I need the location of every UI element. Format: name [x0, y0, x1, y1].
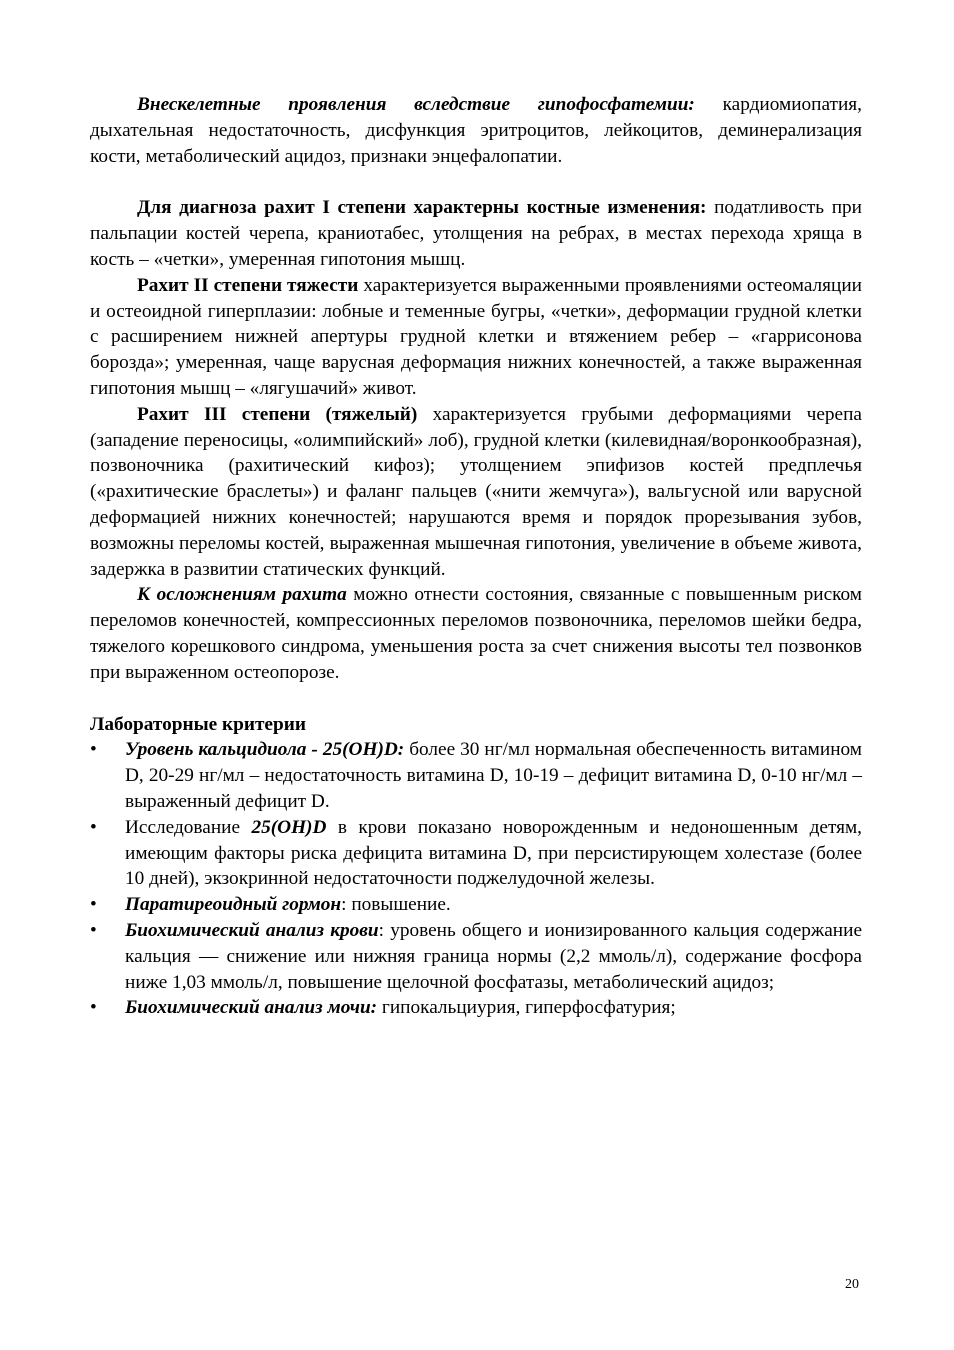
paragraph-rickets-grade-1 [90, 195, 862, 272]
bullet-icon: • [90, 816, 97, 838]
paragraph-text: податливость при пальпации костей черепа, краниотабес, утолщения на ребрах, в местах перехода хряща в кость – «четки», умеренная гипотония мышц. [90, 197, 862, 270]
paragraph-text: характеризуется выраженными проявлениями остеомаляции и остеоидной гиперплазии: лобные и теменные бугры, «четки», деформации грудной клетки с расширением нижней апертуры грудной клетки и втяжением ребер – «гаррисонова борозда»; умеренная, чаще варусная деформация нижних конечностей, а также выраженная гипотония мышц – «лягушачий» живот. [90, 274, 862, 399]
spacer [90, 686, 862, 712]
spacer [90, 169, 862, 195]
list-item-before: Исследование [125, 816, 252, 838]
bullet-icon: • [90, 739, 97, 761]
bullet-icon: • [90, 894, 97, 916]
list-item-emphasis: 25(OH)D [251, 816, 327, 838]
paragraph-lead: Рахит II степени тяжести [137, 274, 359, 296]
bullet-icon: • [90, 919, 97, 941]
list-item-emphasis: Биохимический анализ крови [125, 919, 379, 941]
list-item-text: : повышение. [341, 894, 451, 916]
paragraph-text: кардиомиопатия, дыхательная недостаточность, дисфункция эритроцитов, лейкоцитов, деминерализация кости, метаболический ацидоз, признаки энцефалопатии. [90, 94, 862, 167]
list-item-text: более 30 нг/мл нормальная обеспеченность витамином D, 20-29 нг/мл – недостаточность витамина D, 10-19 – дефицит витамина D, 0-10 нг/мл – выраженный дефицит D. [125, 739, 862, 812]
list-item [90, 815, 862, 892]
list-item [90, 737, 862, 814]
list-item-emphasis: Уровень кальцидиола - 25(OH)D: [125, 739, 405, 761]
list-item [90, 892, 862, 918]
paragraph-complications [90, 582, 862, 685]
list-item-text: гипокальциурия, гиперфосфатурия; [377, 997, 676, 1019]
paragraph-lead: К осложнениям рахита [137, 584, 347, 606]
paragraph-extraskeletal [90, 92, 862, 169]
paragraph-text: можно отнести состояния, связанные с повышенным риском переломов конечностей, компрессионных переломов позвоночника, переломов шейки бедра, тяжелого корешкового синдрома, уменьшения роста за счет снижения высоты тел позвонков при выраженном остеопорозе. [90, 584, 862, 683]
bullet-icon: • [90, 997, 97, 1019]
page-number: 20 [845, 1277, 859, 1292]
paragraph-lead: Внескелетные проявления вследствие гипофосфатемии: [137, 94, 695, 115]
list-item [90, 995, 862, 1021]
paragraph-lead: Рахит III степени (тяжелый) [137, 403, 418, 425]
list-item-text: в крови показано новорожденным и недоношенным детям, имеющим факторы риска дефицита витамина D, при персистирующем холестазе (более 10 дней), экзокринной недостаточности поджелудочной железы. [125, 816, 863, 890]
paragraph-rickets-grade-2 [90, 273, 862, 402]
list-item-emphasis: Биохимический анализ мочи: [125, 997, 378, 1019]
paragraph-text: характеризуется грубыми деформациями черепа (западение переносицы, «олимпийский» лоб), грудной клетки (килевидная/воронкообразная), позвоночника (рахитический кифоз); утолщением эпифизов костей предплечья («рахитические браслеты») и фаланг пальцев («нити жемчуга»), вальгусной или варусной деформацией нижних конечностей; нарушаются время и порядок прорезывания зубов, возможны переломы костей, выраженная мышечная гипотония, увеличение в объеме живота, задержка в развитии статических функций. [90, 403, 862, 580]
list-item-emphasis: Паратиреоидный гормон [125, 894, 342, 916]
section-heading-lab-criteria: Лабораторные критерии [90, 713, 306, 735]
list-item [90, 918, 862, 995]
lab-criteria-list [90, 737, 862, 1021]
paragraph-lead: Для диагноза рахит I степени характерны костные изменения: [137, 197, 707, 219]
list-item-text: : уровень общего и ионизированного кальция содержание кальция — снижение или нижняя граница нормы (2,2 ммоль/л), содержание фосфора ниже 1,03 ммоль/л, повышение щелочной фосфатазы, метаболический ацидоз; [125, 919, 862, 993]
page-body [90, 92, 862, 1021]
paragraph-rickets-grade-3 [90, 402, 862, 583]
